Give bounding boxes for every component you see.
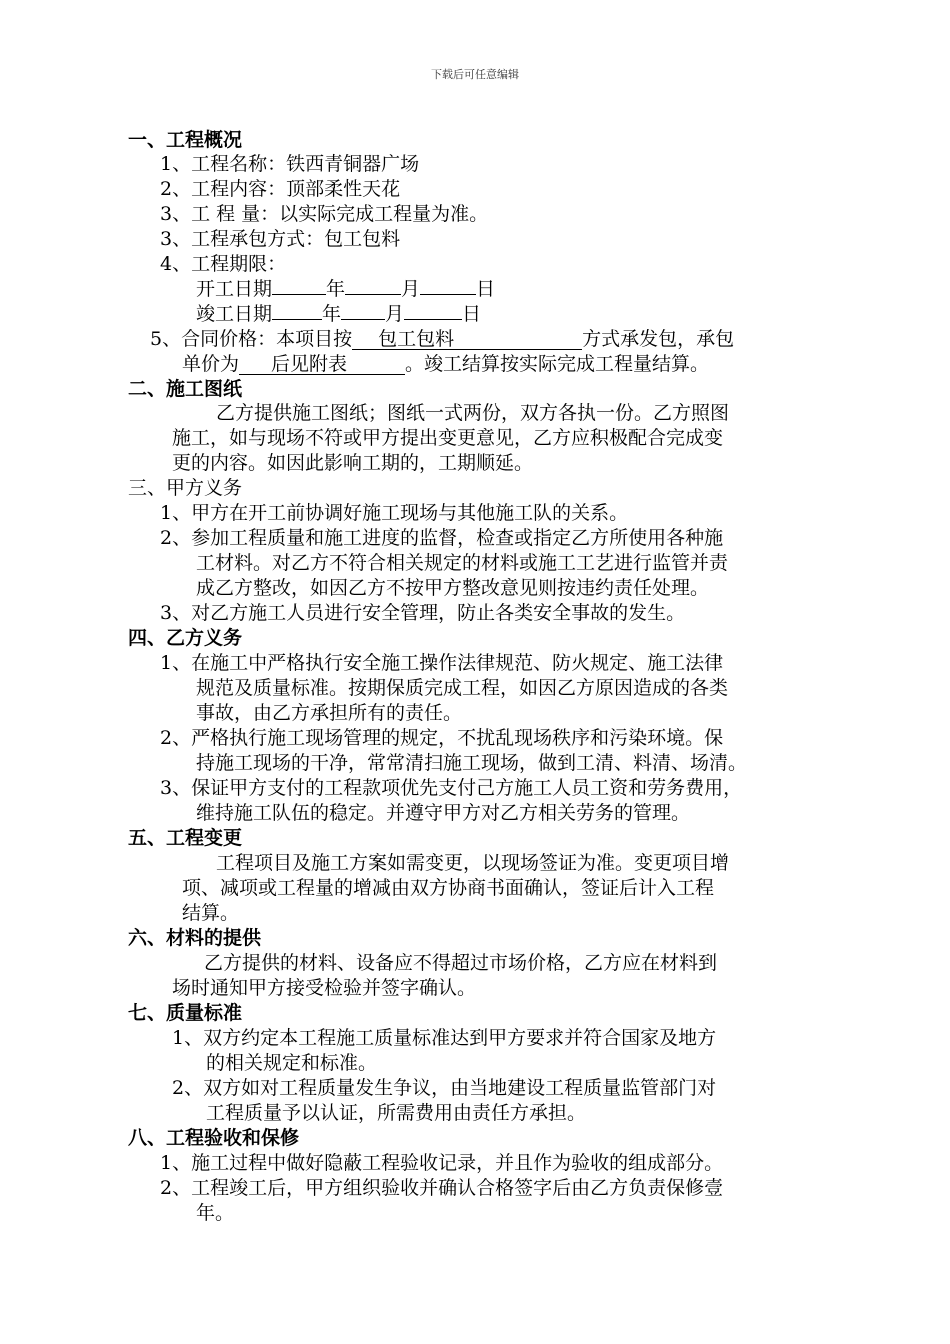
paragraph-line: 乙方提供施工图纸；图纸一式两份，双方各执一份。乙方照图: [216, 402, 730, 424]
list-item: 1、施工过程中做好隐蔽工程验收记录，并且作为验收的组成部分。: [160, 1152, 724, 1174]
end-date-line: [196, 302, 481, 326]
day-blank: [404, 319, 462, 320]
list-item-continued: 事故，由乙方承担所有的责任。: [196, 702, 463, 724]
list-item-continued: 维持施工队伍的稳定。并遵守甲方对乙方相关劳务的管理。: [196, 802, 691, 824]
price-text: 方式承发包，承包: [582, 328, 735, 350]
month-blank: [341, 319, 385, 320]
section-title: 四、乙方义务: [128, 627, 243, 649]
month-blank: [345, 294, 401, 295]
list-item: 1、双方约定本工程施工质量标准达到甲方要求并符合国家及地方: [172, 1027, 717, 1049]
section-title: 五、工程变更: [128, 827, 243, 849]
price-line: [150, 327, 734, 351]
page-header: 下载后可任意编辑: [431, 68, 519, 81]
end-label: 竣工日期: [196, 303, 273, 325]
list-item-continued: 规范及质量标准。按期保质完成工程，如因乙方原因造成的各类: [196, 677, 729, 699]
list-item: 3、对乙方施工人员进行安全管理，防止各类安全事故的发生。: [160, 602, 686, 624]
start-date-line: [196, 277, 495, 301]
section-title: 一、工程概况: [128, 129, 243, 151]
list-item-continued: 工程质量予以认证，所需费用由责任方承担。: [206, 1102, 587, 1124]
list-item-continued: 年。: [196, 1202, 235, 1224]
list-item: 1、在施工中严格执行安全施工操作法律规范、防火规定、施工法律: [160, 652, 724, 674]
list-item: 3、工 程 量：以实际完成工程量为准。: [160, 203, 489, 225]
paragraph-line: 场时通知甲方接受检验并签字确认。: [172, 977, 477, 999]
list-item: 3、保证甲方支付的工程款项优先支付己方施工人员工资和劳务费用，: [160, 777, 743, 799]
section-title: 三、甲方义务: [128, 477, 243, 499]
day-blank: [420, 294, 476, 295]
price-method-fill: [352, 330, 582, 350]
section-title: 六、材料的提供: [128, 927, 262, 949]
list-item: 2、双方如对工程质量发生争议，由当地建设工程质量监管部门对: [172, 1077, 717, 1099]
unit-price-line: [182, 352, 709, 376]
year-blank: [272, 319, 322, 320]
list-item: 2、工程竣工后，甲方组织验收并确认合格签字后由乙方负责保修壹: [160, 1177, 724, 1199]
paragraph-line: 更的内容。如因此影响工期的，工期顺延。: [172, 452, 534, 474]
start-label: 开工日期: [196, 278, 273, 300]
list-item-continued: 持施工现场的干净，常常清扫施工现场，做到工清、料清、场清。: [196, 752, 748, 774]
paragraph-line: 结算。: [182, 902, 240, 924]
paragraph-line: 施工，如与现场不符或甲方提出变更意见，乙方应积极配合完成变: [172, 427, 724, 449]
year-blank: [272, 294, 326, 295]
settlement-text: 。竣工结算按实际完成工程量结算。: [405, 353, 710, 375]
day-label: 日: [462, 303, 482, 325]
section-title: 七、质量标准: [128, 1002, 243, 1024]
paragraph-line: 工程项目及施工方案如需变更，以现场签证为准。变更项目增: [216, 852, 730, 874]
unit-price-fill: [239, 355, 405, 375]
section-title: 八、工程验收和保修: [128, 1127, 300, 1149]
list-item-continued: 的相关规定和标准。: [206, 1052, 378, 1074]
list-item: 1、甲方在开工前协调好施工现场与其他施工队的关系。: [160, 502, 629, 524]
list-item: 2、严格执行施工现场管理的规定，不扰乱现场秩序和污染环境。保: [160, 727, 724, 749]
list-item: 4、工程期限：: [160, 253, 287, 275]
unit-price-label: 单价为: [182, 353, 240, 375]
paragraph-line: 乙方提供的材料、设备应不得超过市场价格，乙方应在材料到: [204, 952, 718, 974]
price-text: 5、合同价格：本项目按: [150, 328, 353, 350]
list-item: 2、参加工程质量和施工进度的监督，检查或指定乙方所使用各种施: [160, 527, 724, 549]
month-label: 月: [401, 278, 421, 300]
list-item: 2、工程内容：顶部柔性天花: [160, 178, 401, 200]
paragraph-line: 项、减项或工程量的增减由双方协商书面确认，签证后计入工程: [182, 877, 715, 899]
month-label: 月: [385, 303, 405, 325]
price-method-value: 包工包料: [378, 328, 455, 350]
year-label: 年: [322, 303, 342, 325]
unit-price-value: 后见附表: [271, 353, 348, 375]
list-item: 3、工程承包方式：包工包料: [160, 228, 401, 250]
list-item-continued: 成乙方整改，如因乙方不按甲方整改意见则按违约责任处理。: [196, 577, 710, 599]
year-label: 年: [326, 278, 346, 300]
list-item-continued: 工材料。对乙方不符合相关规定的材料或施工工艺进行监管并责: [196, 552, 729, 574]
day-label: 日: [476, 278, 496, 300]
list-item: 1、工程名称：铁西青铜器广场: [160, 153, 420, 175]
section-title: 二、施工图纸: [128, 378, 243, 400]
